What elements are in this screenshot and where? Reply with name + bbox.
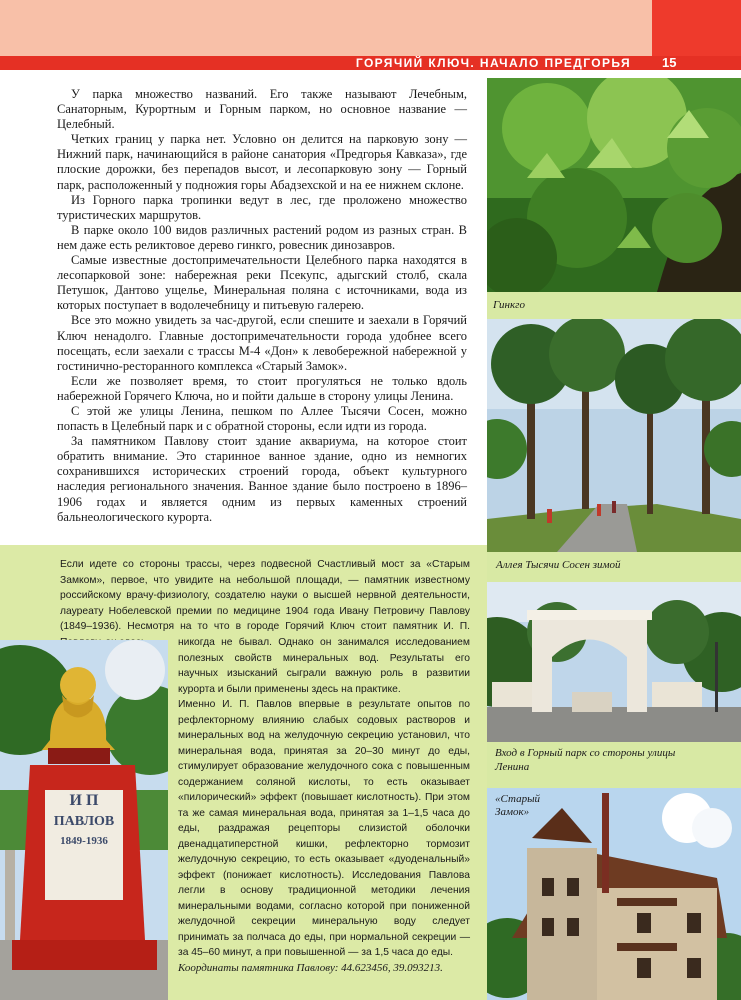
header-band [0,0,741,56]
castle-photo [487,788,741,1000]
inscription-name: ПАВЛОВ [53,814,115,829]
alley-caption: Аллея Тысячи Сосен зимой [496,559,621,571]
main-article [57,87,467,525]
page-corner-tab [652,0,741,56]
paragraph: Все это можно увидеть за час-другой, если спешите и заехали в Горячий Ключ ненадолго. Главные достопримечательности города удобнее всего посещать, если заехали с трассы М-4 «Дон» к левобережной набережной у гостинично-ресторанного комплекса «Старый Замок». [57,313,467,373]
paragraph: Самые известные достопримечательности Целебного парка находятся в лесопарковой зоне: набережная реки Псекупс, адыгский столб, скала Петушок, Дантово ущелье, Минеральная поляна с источниками, вода из которых поступает в водолечебницу и питьевую галерею. [57,253,467,313]
inscription-initials: И П [69,792,99,809]
inscription-years: 1849-1936 [60,835,108,847]
ginkgo-caption: Гинкго [493,299,525,311]
pavlov-intro: Если идете со стороны трассы, через подвесной Счастливый мост за «Старым Замком», первое, что увидите на небольшой площади, — памятник известному российскому врачу-физиологу, создателю науки о высшей нервной деятельности, лауреату Нобелевской премии по медицине 1904 года Ивану Петровичу Павлову (1849–1936). Несмотря на то что в городе Горячий Ключ стоит памятник И. П. [60,559,470,632]
alley-photo [487,319,741,552]
paragraph: Из Горного парка тропинки ведут в лес, где проложено множество туристических маршрутов. [57,192,467,222]
monument-inscription [45,790,123,850]
pavlov-body: никогда не бывал. Однако он занимался исследованием полезных свойств минеральных вод. Результаты его научных изысканий сыграли важную роль в развитии курорта и были применены здесь на практике. Именно И. П. Павлов впервые в результате опытов по рефлекторному влиянию слабых содовых растворов и минеральных вод на желудочную секрецию установил, что минеральная вода, принятая за 20–30 минут до еды, стимулирует образование желудочного сока с повышенным содержанием соляной кислоты, то есть оказывает «пилорический» эффект (повышает кислотность). При этом та же самая минеральная вода, принятая за 1–1,5 часа до еды, раздражая рецепторы слизистой оболочки двенадцатиперстной кишки, рефлекторно тормозит желудочную секрецию, то есть оказывает «дуоденальный» эффект (понижает кислотность). Исследования Павлова легли в основу традиционной методики лечения минеральными водами, согласно которой при пониженной желудочной секреции минеральную воду следует принимать за полчаса до еды, при нормальной секреции — за 45–60 минут, а при повышенной — за 1,5 часа до еды. Координаты памятника Павлову: 44.623456, 39.093213. [178,635,470,976]
paragraph: Если же позволяет время, то стоит прогуляться не только вдоль набережной Горячего Ключа, но и пойти дальше в сторону улицы Ленина. [57,373,467,403]
paragraph: За памятником Павлову стоит здание аквариума, на которое стоит обратить внимание. Это старинное ванное здание, одно из немногих сохранившихся исторических строений города, объект культурного наследия регионального значения. Ванное здание было построено в 1896–1906 годах и является одним из первых каменных строений бальнеологического курорта. [57,434,467,524]
caption-band [487,292,741,319]
paragraph: С этой же улицы Ленина, пешком по Аллее Тысячи Сосен, можно попасть в Целебный парк и с обратной стороны, если идти из города. [57,403,467,434]
gate-caption: Вход в Горный парк со стороны улицы Ленина [495,747,676,773]
coordinates: Координаты памятника Павлову: 44.623456, 39.093213. [178,961,443,974]
castle-caption: «Старый Замок» [495,793,541,818]
page-number: 15 [662,55,677,70]
paragraph: Четких границ у парка нет. Условно он делится на парковую зону — Нижний парк, начинающийся в районе санатория «Предгорья Кавказа», где плоские дорожки, без перепадов высот, и лесопарковую зону — Горный парк, расположенный у подножия горы Абадзехской и на ее нижнем склоне. [57,132,467,192]
paragraph: У парка множество названий. Его также называют Лечебным, Санаторным, Курортным и Горным парком, но основное название — Целебный. [57,87,467,132]
running-title: ГОРЯЧИЙ КЛЮЧ. НАЧАЛО ПРЕДГОРЬЯ [355,56,631,70]
gate-photo [487,582,741,742]
ginkgo-photo [487,78,741,292]
paragraph: В парке около 100 видов различных растений родом из разных стран. В нем даже есть реликтовое дерево гинкго, ровесник динозавров. [57,222,467,252]
